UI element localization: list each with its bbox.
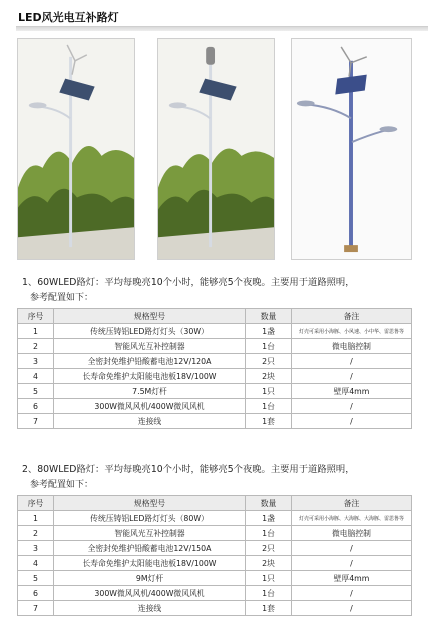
table-header-row <box>18 496 412 511</box>
table-row <box>18 541 412 556</box>
header-notes: 备注 <box>292 309 412 324</box>
cell-index: 2 <box>18 526 54 541</box>
cell-index: 7 <box>18 601 54 616</box>
cell-quantity: 1只 <box>246 384 292 399</box>
table-row <box>18 399 412 414</box>
wind-solar-lamp-image <box>18 39 134 259</box>
cell-model: 智能风光互补控制器 <box>54 526 246 541</box>
cell-notes: 灯壳可采用小海豚、小风速、小中华、雷思鲁等 <box>292 324 412 339</box>
cell-model: 300W微风风机/400W微风风机 <box>54 586 246 601</box>
table-row <box>18 369 412 384</box>
cell-index: 5 <box>18 384 54 399</box>
cell-index: 3 <box>18 354 54 369</box>
header-model: 规格型号 <box>54 309 246 324</box>
spec-table-2 <box>17 495 412 616</box>
cell-index: 2 <box>18 339 54 354</box>
cell-index: 6 <box>18 399 54 414</box>
cell-model: 全密封免维护铅酸蓄电池12V/120A <box>54 354 246 369</box>
cell-model: 连接线 <box>54 414 246 429</box>
cell-notes: 微电脑控制 <box>292 526 412 541</box>
street-light-photo-3 <box>291 38 412 260</box>
street-light-photo-1 <box>17 38 135 260</box>
section-2-heading: 2、80WLED路灯：平均每晚亮10个小时，能够亮5个夜晚。主要用于道路照明， <box>22 464 355 475</box>
cell-quantity: 2块 <box>246 556 292 571</box>
cell-quantity: 1台 <box>246 526 292 541</box>
cell-model: 7.5M灯杆 <box>54 384 246 399</box>
cell-quantity: 1盏 <box>246 324 292 339</box>
cell-index: 1 <box>18 324 54 339</box>
street-light-photo-2 <box>157 38 275 260</box>
cell-notes: 灯壳可采用小海豚、大海豚、大海豚、雷思鲁等 <box>292 511 412 526</box>
table-row <box>18 586 412 601</box>
cell-model: 传统压铸铝LED路灯灯头（80W） <box>54 511 246 526</box>
title-divider <box>16 26 428 31</box>
table-row <box>18 556 412 571</box>
section-2-subheading: 参考配置如下： <box>30 480 94 490</box>
cell-quantity: 2只 <box>246 541 292 556</box>
section-1-heading: 1、60WLED路灯：平均每晚亮10个小时，能够亮5个夜晚。主要用于道路照明， <box>22 277 355 288</box>
cell-notes: / <box>292 414 412 429</box>
cell-quantity: 1套 <box>246 601 292 616</box>
cell-notes: 微电脑控制 <box>292 339 412 354</box>
table-row <box>18 354 412 369</box>
cell-model: 9M灯杆 <box>54 571 246 586</box>
section-1-subheading: 参考配置如下： <box>30 293 94 303</box>
cell-notes: 壁厚4mm <box>292 384 412 399</box>
cell-quantity: 2只 <box>246 354 292 369</box>
cell-model: 连接线 <box>54 601 246 616</box>
cell-model: 传统压铸铝LED路灯灯头（30W） <box>54 324 246 339</box>
cell-notes: / <box>292 601 412 616</box>
cell-index: 6 <box>18 586 54 601</box>
cell-index: 1 <box>18 511 54 526</box>
cell-notes: / <box>292 586 412 601</box>
cell-index: 5 <box>18 571 54 586</box>
table-row <box>18 324 412 339</box>
cell-model: 智能风光互补控制器 <box>54 339 246 354</box>
cell-notes: / <box>292 369 412 384</box>
cell-quantity: 1盏 <box>246 511 292 526</box>
cell-model: 长寿命免维护太阳能电池板18V/100W <box>54 556 246 571</box>
cell-model: 长寿命免维护太阳能电池板18V/100W <box>54 369 246 384</box>
cell-index: 4 <box>18 369 54 384</box>
cell-index: 3 <box>18 541 54 556</box>
cell-model: 全密封免维护铅酸蓄电池12V/150A <box>54 541 246 556</box>
header-notes: 备注 <box>292 496 412 511</box>
cell-quantity: 1台 <box>246 586 292 601</box>
table-row <box>18 601 412 616</box>
page-title: LED风光电互补路灯 <box>18 11 119 24</box>
cell-notes: 壁厚4mm <box>292 571 412 586</box>
cell-notes: / <box>292 541 412 556</box>
cell-model: 300W微风风机/400W微风风机 <box>54 399 246 414</box>
table-row <box>18 339 412 354</box>
cell-quantity: 2块 <box>246 369 292 384</box>
header-model: 规格型号 <box>54 496 246 511</box>
vertical-turbine-lamp-image <box>158 39 274 259</box>
header-quantity: 数量 <box>246 496 292 511</box>
header-index: 序号 <box>18 309 54 324</box>
table-row <box>18 571 412 586</box>
spec-table-1 <box>17 308 412 429</box>
cell-index: 7 <box>18 414 54 429</box>
cell-quantity: 1台 <box>246 399 292 414</box>
cell-index: 4 <box>18 556 54 571</box>
table-row <box>18 511 412 526</box>
cell-notes: / <box>292 354 412 369</box>
cell-notes: / <box>292 399 412 414</box>
header-quantity: 数量 <box>246 309 292 324</box>
cell-quantity: 1台 <box>246 339 292 354</box>
table-row <box>18 384 412 399</box>
double-arm-lamp-image <box>292 39 411 259</box>
cell-notes: / <box>292 556 412 571</box>
table-row <box>18 414 412 429</box>
header-index: 序号 <box>18 496 54 511</box>
cell-quantity: 1只 <box>246 571 292 586</box>
table-row <box>18 526 412 541</box>
table-header-row <box>18 309 412 324</box>
cell-quantity: 1套 <box>246 414 292 429</box>
